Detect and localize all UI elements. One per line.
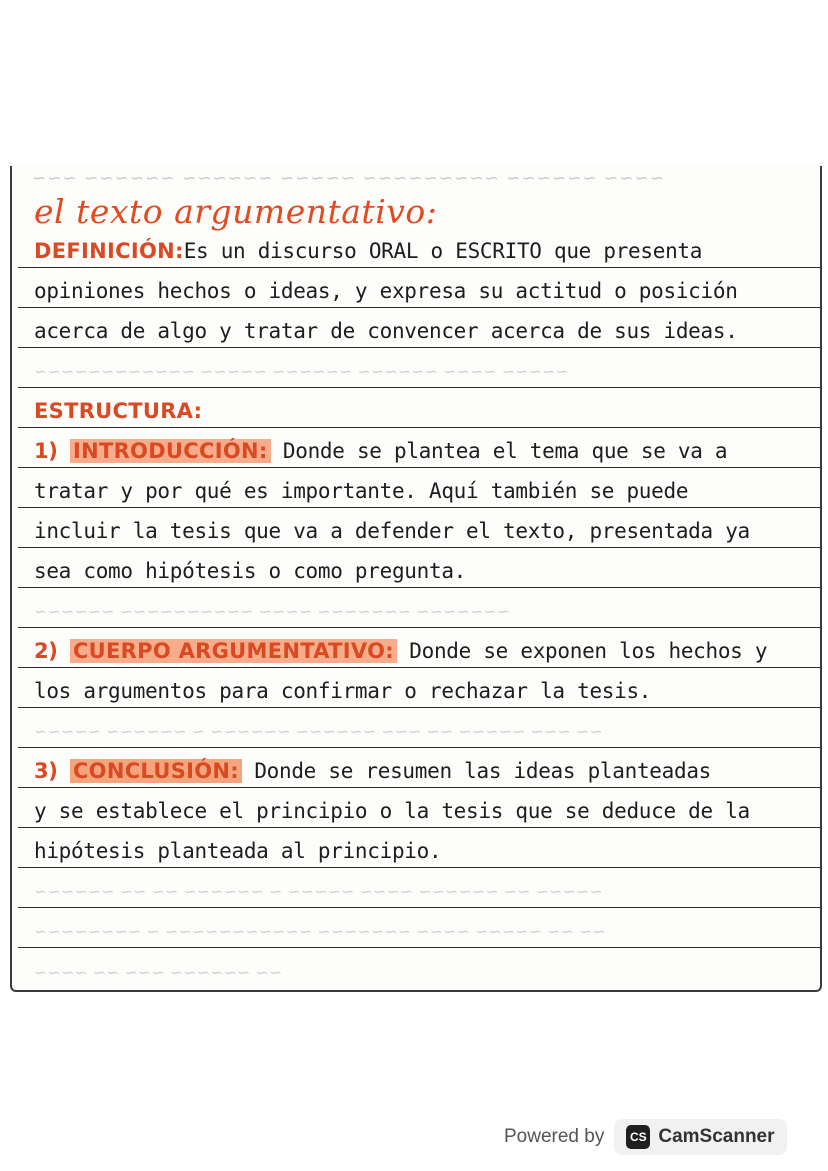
section-3-line-1: Donde se resumen las ideas planteadas: [254, 759, 712, 783]
ruled-line: [18, 828, 822, 868]
ruled-line: [18, 348, 822, 388]
section-3-line-2: y se establece el principio o la tesis que se deduce de la: [34, 799, 750, 823]
bleed-through-text: ~~~ ~~~~~~ ~~~~~~ ~~~~~ ~~~~~~~~~ ~~~~~~ ~~~~: [32, 168, 665, 188]
page-title: el texto argumentativo:: [34, 192, 438, 231]
section-2-heading: CUERPO ARGUMENTATIVO:: [70, 639, 397, 663]
ruled-line: [18, 748, 822, 788]
section-1-number: 1): [34, 439, 58, 463]
section-2-line-2: los argumentos para confirmar o rechazar la tesis.: [34, 679, 652, 703]
scanner-watermark: [504, 1116, 808, 1158]
section-1-line-3: incluir la tesis que va a defender el texto, presentada ya: [34, 519, 750, 543]
definition-line-3: acerca de algo y tratar de convencer acerca de sus ideas.: [34, 319, 738, 343]
section-3-number: 3): [34, 759, 58, 783]
ruled-line: [18, 908, 822, 948]
section-2-number: 2): [34, 639, 58, 663]
ruled-line: [18, 588, 822, 628]
ruled-line: [18, 868, 822, 908]
definition-heading: DEFINICIÓN:: [34, 239, 184, 263]
bleed-through-text: ~~~~~~~ ~~~~~~~ ~~~~ ~~~~~~~~~~ ~~~~~~: [34, 602, 511, 621]
definition-line-2: opiniones hechos o ideas, y expresa su actitud o posición: [34, 279, 738, 303]
ruled-line: [18, 548, 822, 588]
ruled-line: [18, 668, 822, 708]
structure-heading: ESTRUCTURA:: [34, 399, 203, 423]
section-3-heading: CONCLUSIÓN:: [70, 759, 242, 783]
ruled-line: [18, 628, 822, 668]
camscanner-badge: [614, 1119, 786, 1155]
section-1-line-2: tratar y por qué es importante. Aquí también se puede: [34, 479, 689, 503]
camscanner-brand-name: CamScanner: [658, 1126, 775, 1147]
ruled-line: [18, 508, 822, 548]
powered-by-label: Powered by: [504, 1126, 605, 1147]
section-1-heading: INTRODUCCIÓN:: [70, 439, 271, 463]
camscanner-logo-icon: CS: [626, 1125, 650, 1149]
section-3-line-3: hipótesis planteada al principio.: [34, 839, 442, 863]
bleed-through-text: ~~ ~~~ ~~~~~ ~~ ~~~ ~~~~~~ ~~~~~~ ~ ~~~~~~ ~~~~~: [34, 722, 603, 741]
notebook-page: [10, 166, 822, 992]
definition-line-1: Es un discurso ORAL o ESCRITO que presenta: [183, 239, 703, 263]
ruled-line: [18, 268, 822, 308]
section-1-line-4: sea como hipótesis o como pregunta.: [34, 559, 467, 583]
ruled-line: [18, 228, 822, 268]
ruled-line: [18, 788, 822, 828]
bleed-through-text: ~~~~~ ~~~~ ~~~~~~ ~~~~~~ ~~~~~ ~~~~~~~~~~~~: [34, 362, 569, 381]
ruled-line: [18, 388, 822, 428]
bleed-through-text: ~~~~~ ~~ ~~~~~~ ~~~~ ~~~~~ ~ ~~~~~~ ~~ ~~ ~~~~~~: [34, 882, 603, 901]
section-2-line-1: Donde se exponen los hechos y: [409, 639, 768, 663]
bleed-through-text: ~~ ~~~~~~ ~~~ ~~ ~~~~: [34, 963, 283, 982]
section-1-line-1: Donde se plantea el tema que se va a: [282, 439, 728, 463]
ruled-line: [18, 708, 822, 748]
ruled-line: [18, 428, 822, 468]
ruled-line: [18, 308, 822, 348]
ruled-line: [18, 948, 822, 988]
ruled-line: [18, 468, 822, 508]
bleed-through-text: ~~ ~~ ~~~~~ ~~~~ ~~~~~~~ ~~~~~~~~~~~ ~ ~~~~~~~~: [34, 922, 606, 941]
